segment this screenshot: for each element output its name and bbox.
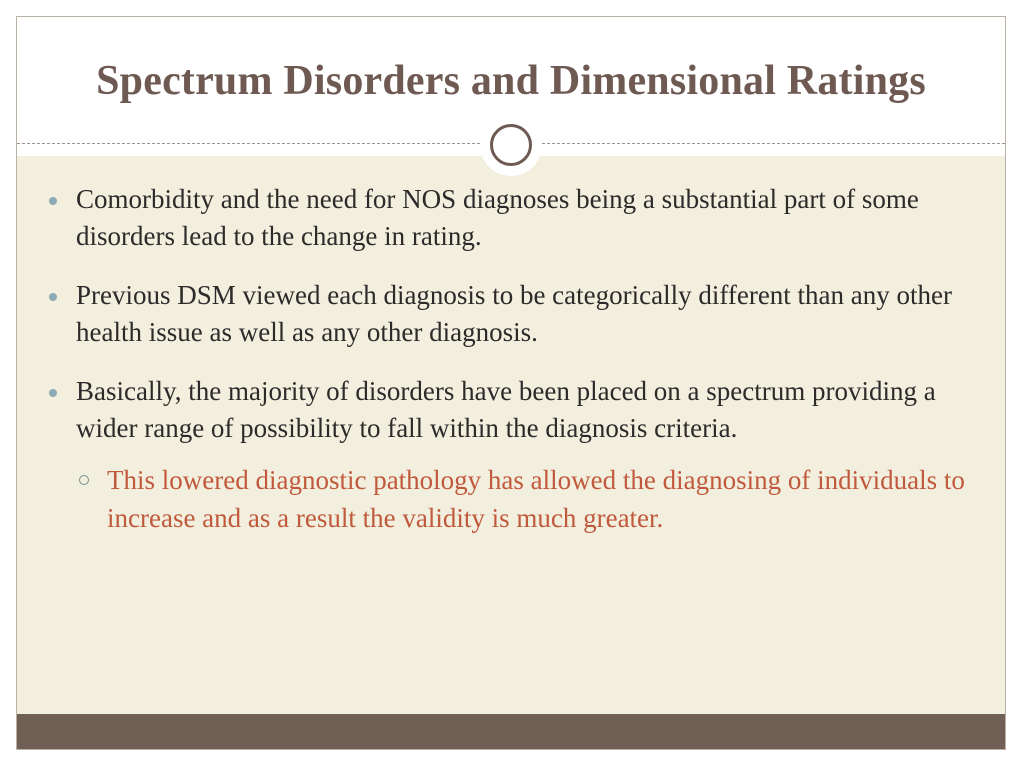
sub-bullet-text: This lowered diagnostic pathology has allowed the diagnosing of individuals to increase and as a result the validity is much greater. xyxy=(107,465,965,533)
hollow-circle-bullet-icon xyxy=(79,475,89,485)
bullet-text: Basically, the majority of disorders have been placed on a spectrum providing a wider range of possibility to fall within the diagnosis criteria. xyxy=(76,376,936,443)
filled-circle-bullet-icon xyxy=(49,293,57,301)
bullet-item xyxy=(17,181,1005,255)
bullet-text: Comorbidity and the need for NOS diagnoses being a substantial part of some disorders lead to the change in rating. xyxy=(76,184,919,251)
filled-circle-bullet-icon xyxy=(49,197,57,205)
slide-title: Spectrum Disorders and Dimensional Ratings xyxy=(96,58,926,104)
filled-circle-bullet-icon xyxy=(49,389,57,397)
sub-bullet-item xyxy=(17,461,1005,537)
ring-ornament-inner xyxy=(490,124,532,166)
ring-ornament-icon xyxy=(480,114,542,176)
slide xyxy=(16,16,1006,750)
bullet-item xyxy=(17,277,1005,351)
bullet-list xyxy=(17,181,1005,537)
bullet-text: Previous DSM viewed each diagnosis to be categorically different than any other health issue as well as any other diagnosis. xyxy=(76,280,952,347)
footer-bar xyxy=(17,714,1005,749)
bullet-item xyxy=(17,373,1005,447)
